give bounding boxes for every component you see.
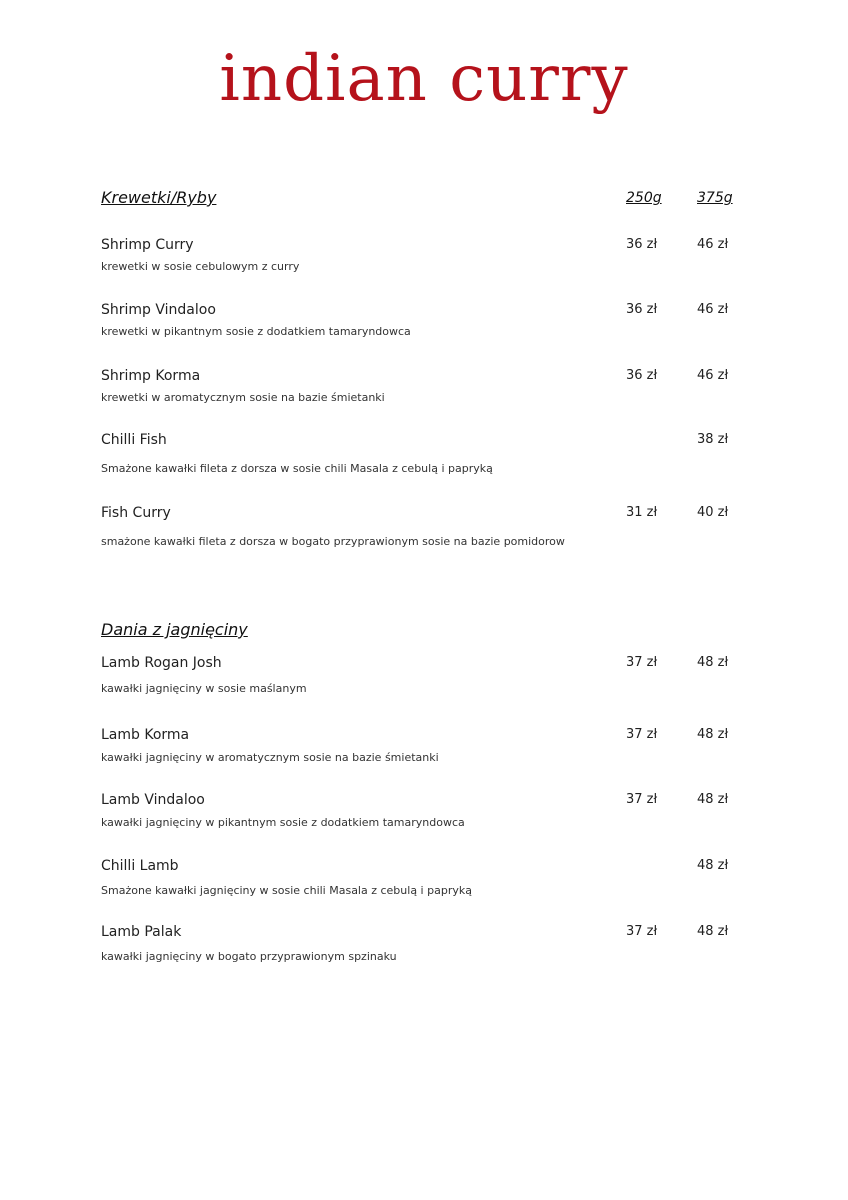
dish-description: Smażone kawałki jagnięciny w sosie chili Masala z cebulą i papryką	[101, 884, 472, 897]
section-heading: Krewetki/Ryby	[101, 188, 217, 207]
restaurant-logo: indian curry	[219, 42, 629, 116]
price-large: 48 zł	[697, 858, 729, 873]
menu-item	[101, 235, 751, 285]
price-large: 48 zł	[697, 727, 729, 742]
price-small: 36 zł	[626, 302, 658, 317]
menu-item	[101, 300, 751, 350]
dish-name: Shrimp Curry	[101, 237, 194, 253]
price-small: 36 zł	[626, 368, 658, 383]
dish-description: krewetki w sosie cebulowym z curry	[101, 260, 300, 273]
menu-item	[101, 725, 751, 775]
dish-description: smażone kawałki fileta z dorsza w bogato przyprawionym sosie na bazie pomidorow	[101, 535, 565, 548]
section-heading: Dania z jagnięciny	[101, 620, 248, 639]
dish-description: krewetki w aromatycznym sosie na bazie śmietanki	[101, 391, 385, 404]
price-small: 37 zł	[626, 727, 658, 742]
price-large: 48 zł	[697, 655, 729, 670]
price-small: 36 zł	[626, 237, 658, 252]
menu-item	[101, 503, 751, 553]
dish-description: kawałki jagnięciny w sosie maślanym	[101, 682, 307, 695]
price-large: 48 zł	[697, 924, 729, 939]
dish-description: Smażone kawałki fileta z dorsza w sosie chili Masala z cebulą i papryką	[101, 462, 493, 475]
dish-description: kawałki jagnięciny w pikantnym sosie z dodatkiem tamaryndowca	[101, 816, 465, 829]
dish-name: Shrimp Vindaloo	[101, 302, 216, 318]
dish-name: Lamb Palak	[101, 924, 182, 940]
dish-name: Chilli Lamb	[101, 858, 179, 874]
menu-item	[101, 366, 751, 416]
dish-name: Chilli Fish	[101, 432, 167, 448]
price-large: 38 zł	[697, 432, 729, 447]
price-large: 46 zł	[697, 237, 729, 252]
menu-item	[101, 430, 751, 480]
price-large: 46 zł	[697, 368, 729, 383]
dish-name: Lamb Vindaloo	[101, 792, 205, 808]
price-small: 37 zł	[626, 655, 658, 670]
dish-name: Lamb Korma	[101, 727, 190, 743]
price-small: 37 zł	[626, 792, 658, 807]
menu-item	[101, 790, 751, 840]
menu-item	[101, 856, 751, 906]
menu-item	[101, 653, 751, 703]
price-small: 37 zł	[626, 924, 658, 939]
price-large: 48 zł	[697, 792, 729, 807]
dish-name: Lamb Rogan Josh	[101, 655, 222, 671]
price-small: 31 zł	[626, 505, 658, 520]
dish-name: Shrimp Korma	[101, 368, 201, 384]
price-large: 40 zł	[697, 505, 729, 520]
menu-item	[101, 922, 751, 972]
portion-250g-header: 250g	[626, 190, 662, 206]
price-large: 46 zł	[697, 302, 729, 317]
dish-description: kawałki jagnięciny w bogato przyprawionym spzinaku	[101, 950, 397, 963]
portion-375g-header: 375g	[697, 190, 733, 206]
dish-description: krewetki w pikantnym sosie z dodatkiem tamaryndowca	[101, 325, 411, 338]
dish-description: kawałki jagnięciny w aromatycznym sosie na bazie śmietanki	[101, 751, 439, 764]
dish-name: Fish Curry	[101, 505, 171, 521]
